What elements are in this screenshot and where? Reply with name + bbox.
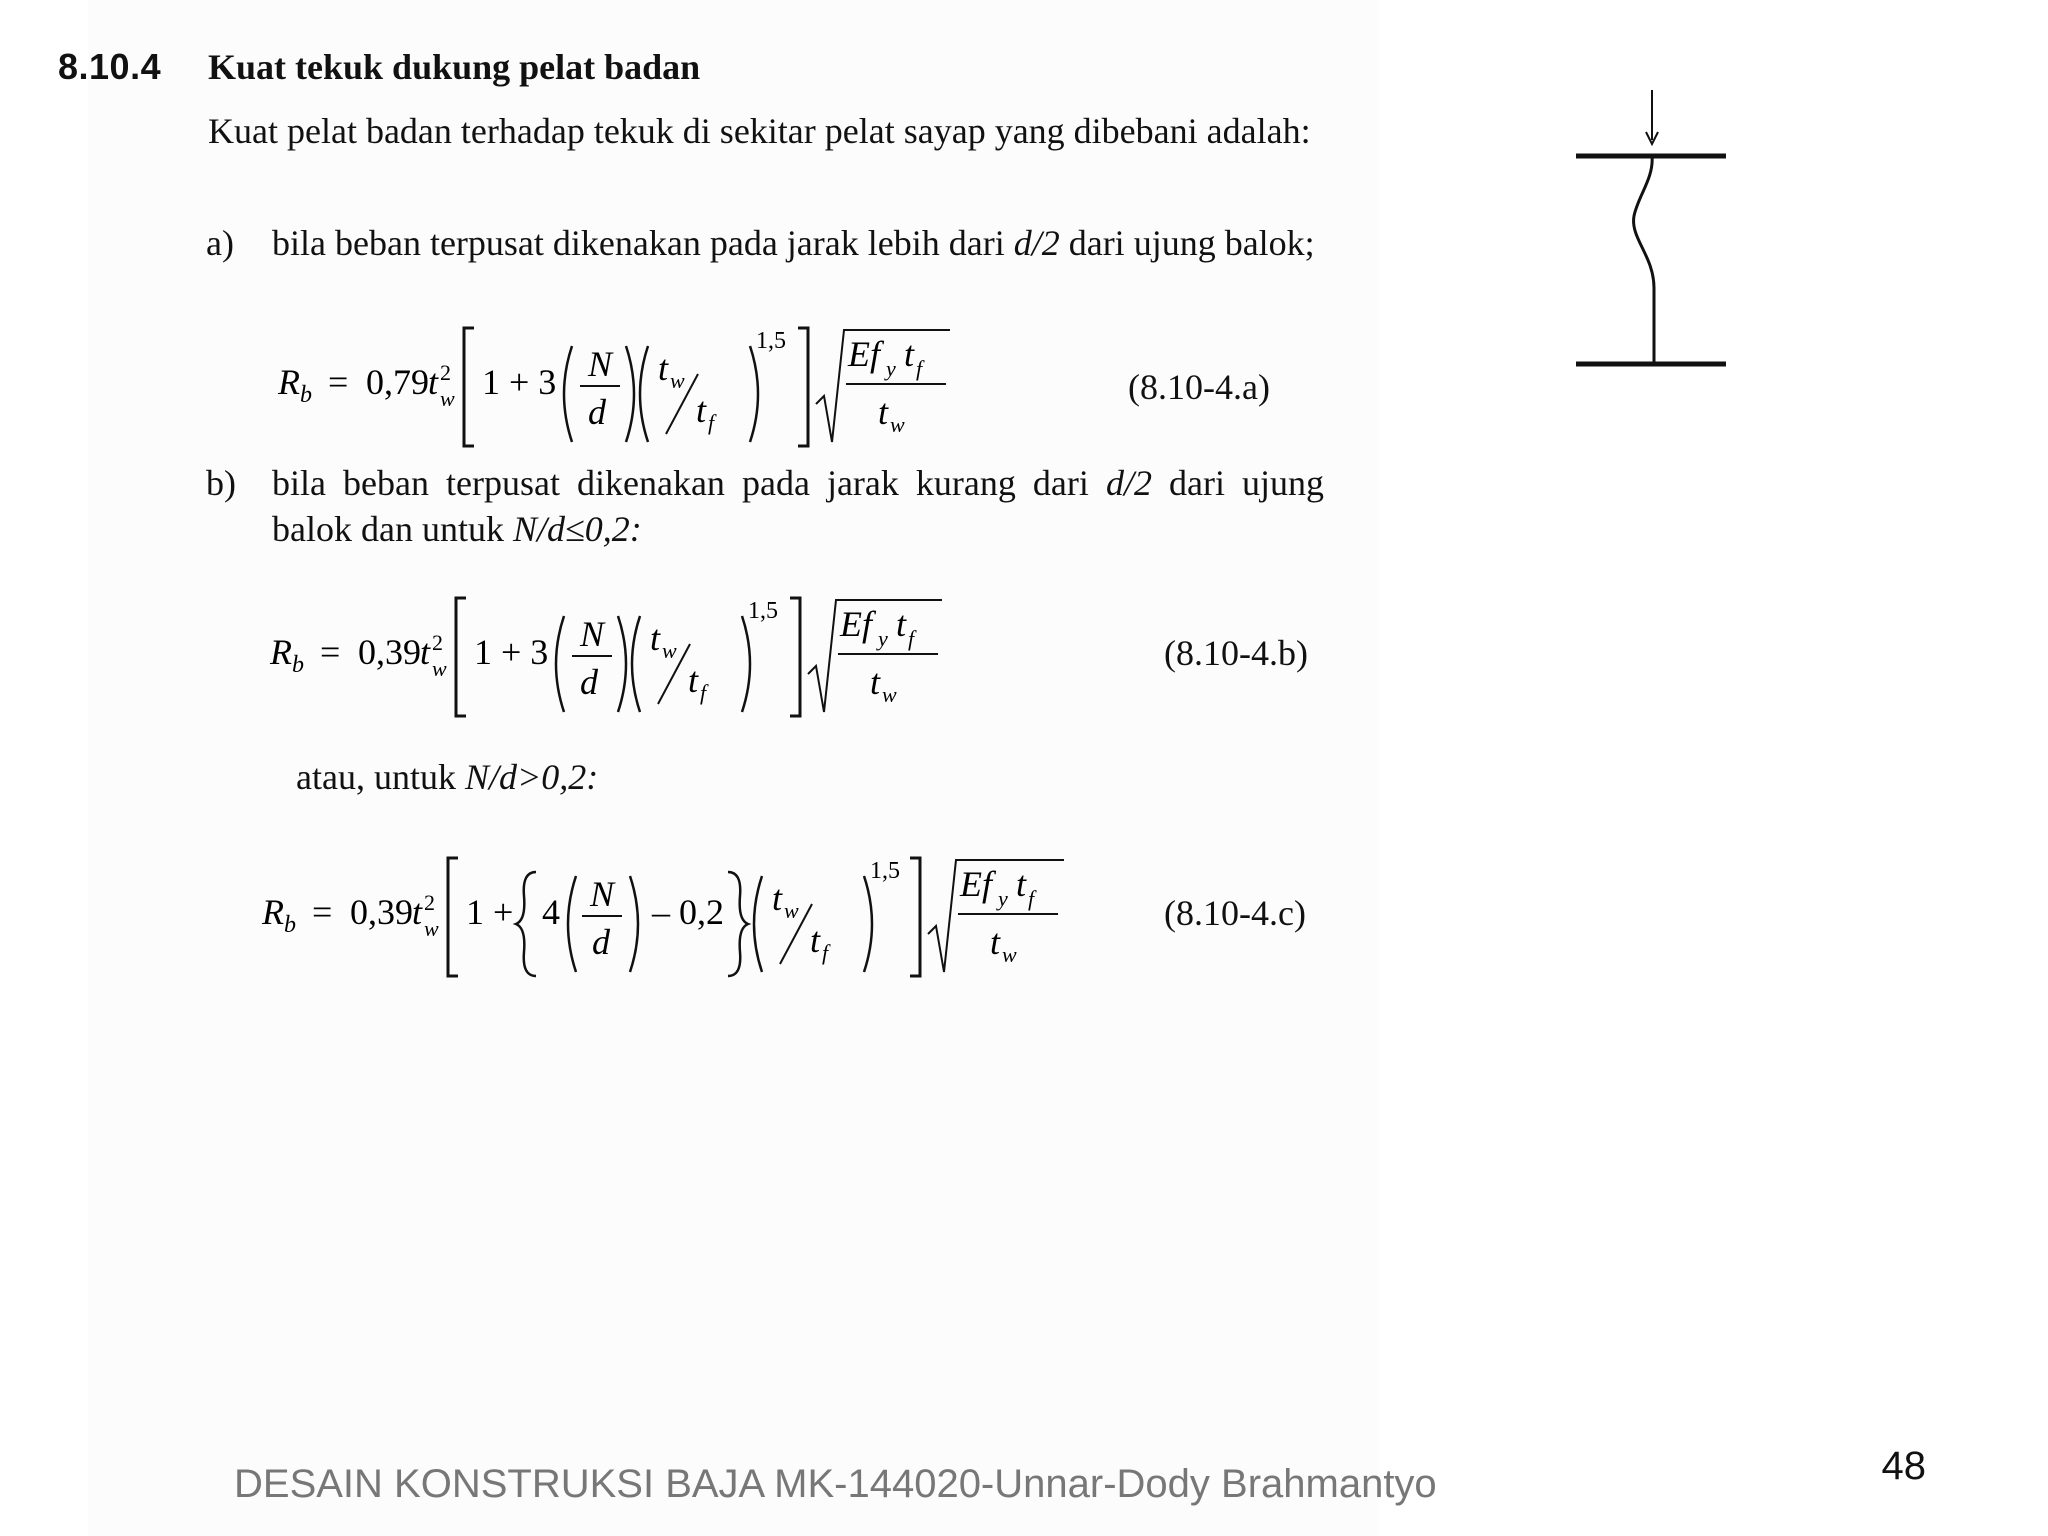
footer-text: DESAIN KONSTRUKSI BAJA MK-144020-Unnar-Dody Brahmantyo: [234, 1462, 1437, 1506]
svg-text:f: f: [708, 410, 715, 435]
web-buckling-figure: [1570, 88, 1740, 378]
svg-text:1 +: 1 +: [466, 892, 514, 932]
svg-text:f: f: [1028, 886, 1035, 911]
svg-text:b: b: [300, 382, 312, 408]
svg-text:t: t: [1016, 864, 1027, 904]
svg-text:w: w: [882, 682, 897, 707]
svg-text:t: t: [904, 334, 915, 374]
svg-text:t: t: [650, 618, 661, 658]
svg-text:2: 2: [424, 890, 435, 915]
svg-text:w: w: [424, 916, 439, 941]
svg-text:t: t: [658, 348, 669, 388]
equation-c-number: (8.10-4.c): [1164, 893, 1306, 933]
svg-text:1 + 3: 1 + 3: [474, 632, 549, 672]
svg-text:d: d: [588, 392, 606, 432]
svg-text:t: t: [688, 660, 699, 700]
page-number: 48: [1881, 1444, 1926, 1488]
case-b-label: b): [206, 463, 236, 503]
equation-a: [270, 318, 970, 448]
section-title: Kuat tekuk dukung pelat badan: [208, 47, 701, 87]
svg-text:w: w: [890, 412, 905, 437]
svg-text:Ef: Ef: [960, 864, 992, 904]
svg-text:t: t: [810, 920, 821, 960]
svg-text:b: b: [284, 912, 296, 938]
case-a-text: bila beban terpusat dikenakan pada jarak lebih dari d/2 dari ujung balok;: [272, 223, 1315, 263]
svg-text:w: w: [662, 638, 677, 663]
svg-text:w: w: [670, 368, 685, 393]
svg-text:Ef: Ef: [848, 334, 880, 374]
svg-text:y: y: [878, 626, 888, 651]
svg-text:t: t: [772, 878, 783, 918]
svg-text:w: w: [784, 898, 799, 923]
svg-text:w: w: [1002, 942, 1017, 967]
case-c-lead: atau, untuk N/d>0,2:: [296, 757, 599, 797]
svg-text:t: t: [870, 662, 881, 702]
section-heading: [58, 46, 701, 88]
svg-text:2: 2: [432, 630, 443, 655]
svg-text:t: t: [990, 922, 1001, 962]
svg-text:t: t: [896, 604, 907, 644]
svg-text:=: =: [312, 892, 333, 932]
equation-a-number: (8.10-4.a): [1128, 367, 1270, 407]
equation-c: [254, 848, 1084, 978]
svg-text:y: y: [998, 886, 1008, 911]
svg-text:y: y: [886, 356, 896, 381]
svg-text:d: d: [580, 662, 598, 702]
svg-text:2: 2: [440, 360, 451, 385]
svg-text:R: R: [278, 362, 300, 402]
svg-text:d: d: [592, 922, 610, 962]
svg-text:w: w: [440, 386, 455, 411]
svg-text:4: 4: [542, 892, 560, 932]
svg-text:0,39: 0,39: [350, 892, 413, 932]
svg-text:R: R: [262, 892, 284, 932]
svg-text:t: t: [696, 390, 707, 430]
section-number: 8.10.4: [58, 46, 162, 87]
svg-text:0,79: 0,79: [366, 362, 429, 402]
equation-b: [262, 588, 962, 718]
svg-text:1,5: 1,5: [748, 598, 778, 624]
svg-text:t: t: [412, 892, 423, 932]
svg-text:1,5: 1,5: [870, 858, 900, 884]
svg-text:f: f: [700, 680, 707, 705]
svg-text:N: N: [590, 874, 615, 914]
svg-text:1,5: 1,5: [756, 328, 786, 354]
svg-text:N: N: [580, 614, 605, 654]
svg-text:R: R: [270, 632, 292, 672]
svg-text:t: t: [428, 362, 439, 402]
svg-text:– 0,2: – 0,2: [652, 892, 724, 932]
svg-text:=: =: [320, 632, 341, 672]
svg-text:=: =: [328, 362, 349, 402]
equation-b-number: (8.10-4.b): [1164, 633, 1308, 673]
svg-text:f: f: [916, 356, 923, 381]
svg-text:w: w: [432, 656, 447, 681]
svg-text:Ef: Ef: [840, 604, 872, 644]
svg-text:b: b: [292, 652, 304, 678]
case-a-label: a): [206, 223, 234, 263]
case-b-text: bila beban terpusat dikenakan pada jarak kurang dari d/2 dari ujung balok dan untuk N/d≤0,2:: [272, 463, 1324, 549]
svg-text:f: f: [908, 626, 915, 651]
svg-text:N: N: [588, 344, 613, 384]
svg-text:t: t: [420, 632, 431, 672]
svg-text:1 + 3: 1 + 3: [482, 362, 557, 402]
svg-text:f: f: [822, 940, 829, 965]
svg-text:t: t: [878, 392, 889, 432]
svg-text:0,39: 0,39: [358, 632, 421, 672]
buckled-web: [1634, 156, 1654, 364]
intro-paragraph: Kuat pelat badan terhadap tekuk di sekitar pelat sayap yang dibebani adalah:: [208, 111, 1311, 151]
